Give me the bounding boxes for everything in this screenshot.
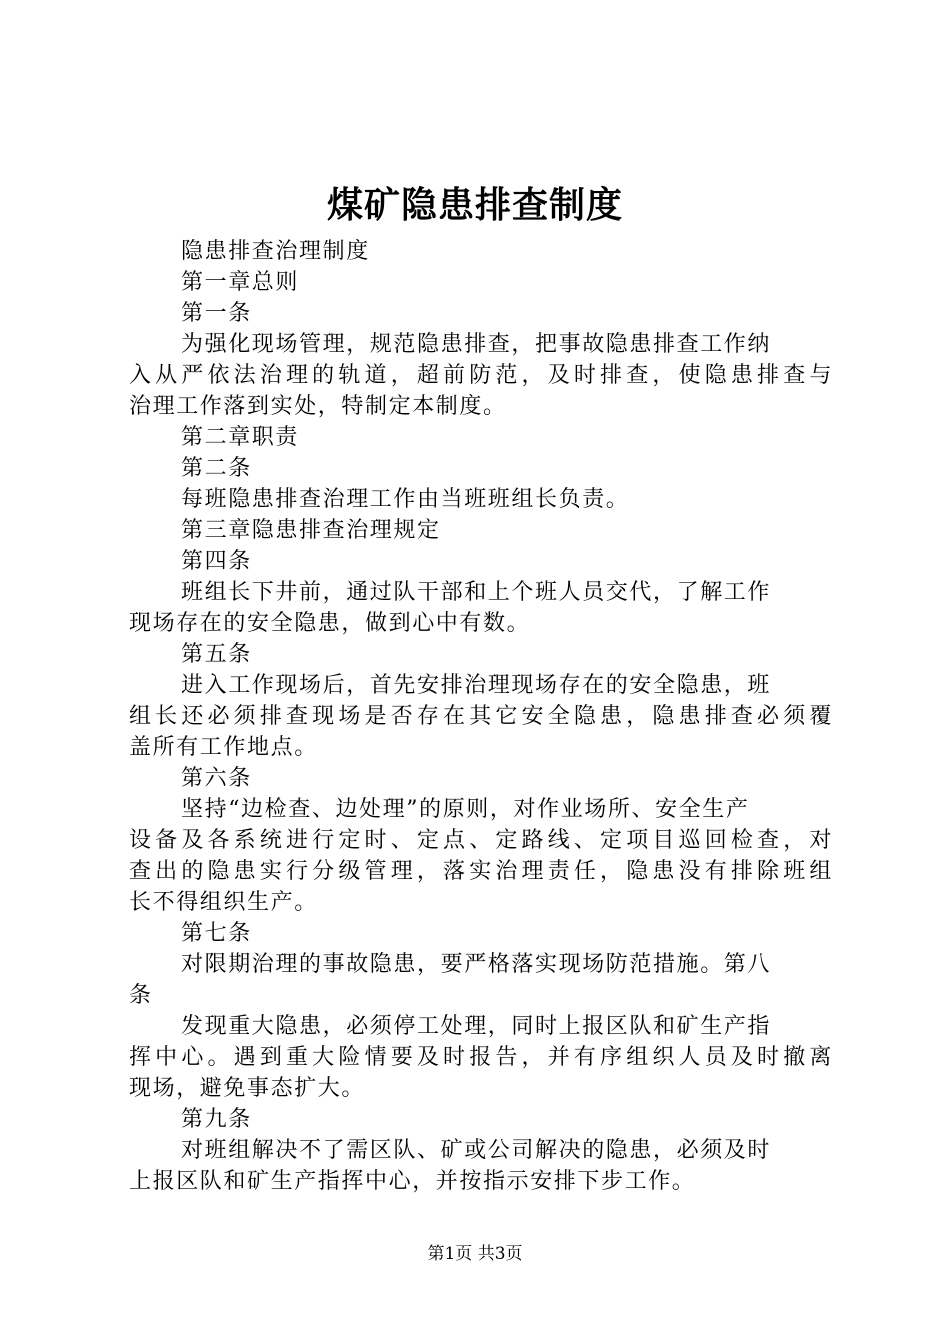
document-line: 第五条 (181, 642, 252, 667)
document-line: 第九条 (181, 1107, 252, 1132)
document-line: 现场，避免事态扩大。 (129, 1076, 366, 1101)
document-line: 查出的隐患实行分级管理，落实治理责任，隐患没有排除班组 (129, 859, 833, 884)
document-line: 上报区队和矿生产指挥中心，并按指示安排下步工作。 (129, 1169, 696, 1194)
document-line: 班组长下井前，通过队干部和上个班人员交代，了解工作 (181, 580, 772, 605)
document-line: 第一条 (181, 301, 252, 326)
document-line: 进入工作现场后，首先安排治理现场存在的安全隐患，班 (181, 673, 772, 698)
document-line: 隐患排查治理制度 (181, 239, 370, 264)
document-line: 第一章总则 (181, 270, 300, 295)
document-line: 组长还必须排查现场是否存在其它安全隐患，隐患排查必须覆 (129, 704, 833, 729)
document-line: 坚持“边检查、边处理”的原则，对作业场所、安全生产 (181, 797, 750, 822)
document-body (129, 236, 833, 1197)
page-footer: 第1页 共3页 (427, 1244, 523, 1264)
document-line: 入从严依法治理的轨道，超前防范，及时排查，使隐患排查与 (129, 363, 833, 388)
document-line: 条 (129, 983, 153, 1008)
document-line: 对限期治理的事故隐患，要严格落实现场防范措施。第八 (181, 952, 772, 977)
document-line: 挥中心。遇到重大险情要及时报告，并有序组织人员及时撤离 (129, 1045, 833, 1070)
document-line: 盖所有工作地点。 (129, 735, 318, 760)
document-line: 第三章隐患排查治理规定 (181, 518, 441, 543)
document-line: 现场存在的安全隐患，做到心中有数。 (129, 611, 531, 636)
document-line: 长不得组织生产。 (129, 890, 318, 915)
document-line: 治理工作落到实处，特制定本制度。 (129, 394, 507, 419)
document-line: 设备及各系统进行定时、定点、定路线、定项目巡回检查，对 (129, 828, 833, 853)
document-title: 煤矿隐患排查制度 (326, 185, 623, 226)
document-line: 发现重大隐患，必须停工处理，同时上报区队和矿生产指 (181, 1014, 772, 1039)
document-line: 对班组解决不了需区队、矿或公司解决的隐患，必须及时 (181, 1138, 772, 1163)
document-line: 第四条 (181, 549, 252, 574)
document-line: 第二章职责 (181, 425, 300, 450)
document-line: 每班隐患排查治理工作由当班班组长负责。 (181, 487, 630, 512)
document-line: 第七条 (181, 921, 252, 946)
document-line: 第二条 (181, 456, 252, 481)
document-line: 为强化现场管理，规范隐患排查，把事故隐患排查工作纳 (181, 332, 772, 357)
document-line: 第六条 (181, 766, 252, 791)
